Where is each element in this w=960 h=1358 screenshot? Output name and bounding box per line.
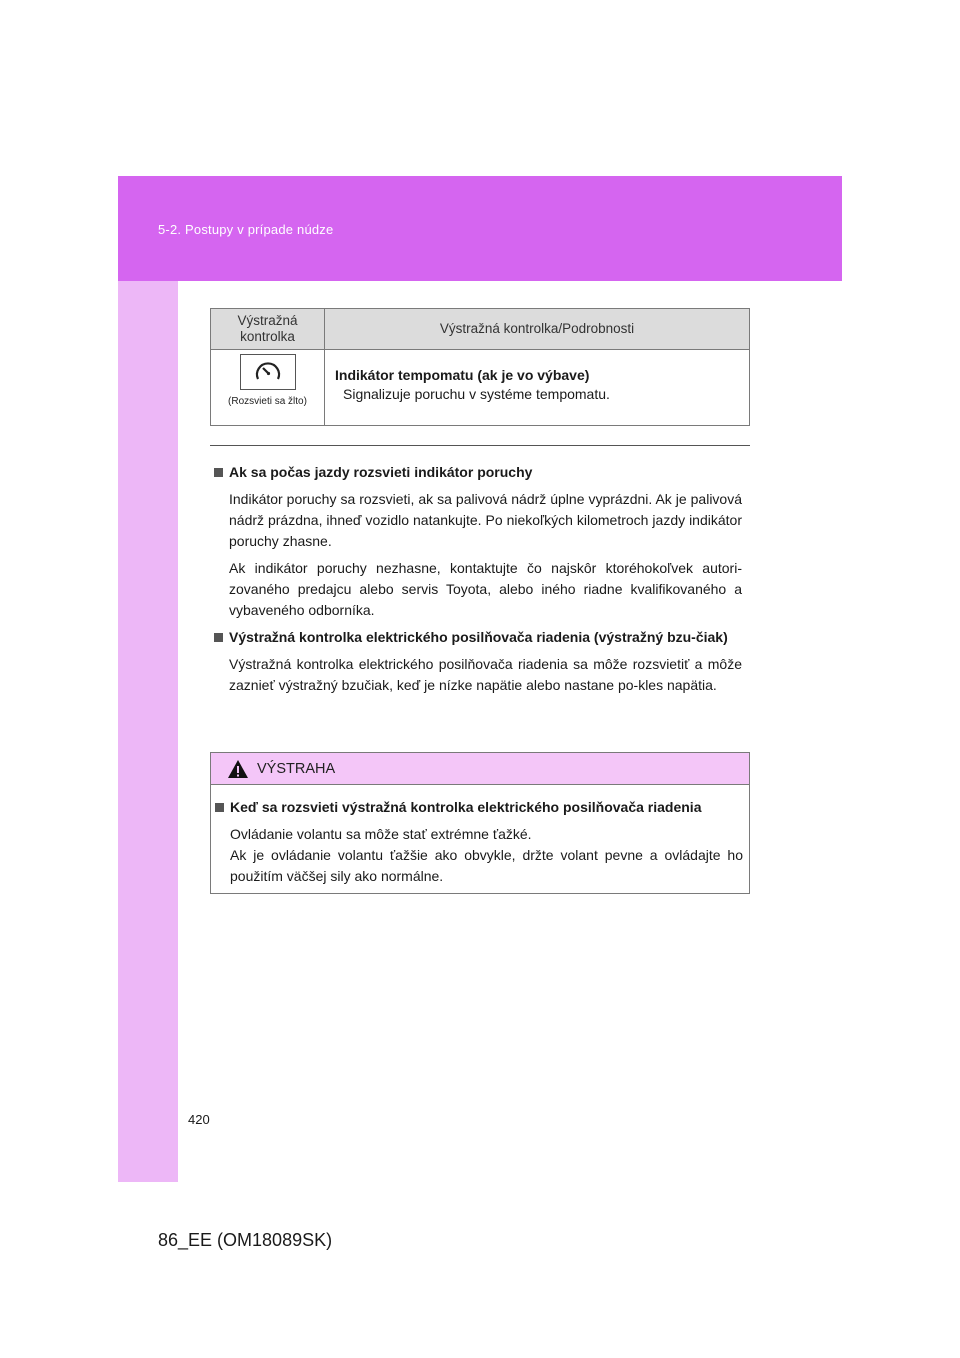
paragraph: Výstražná kontrolka elektrického posilňovača riadenia sa môže rozsvietiť a môže zaznieť výstražný bzučiak, keď je nízke napätie alebo nastane po-kles napätia.: [229, 656, 742, 693]
detail-text: Signalizuje poruchu v systéme tempomatu.: [343, 386, 610, 402]
section-title: 5-2. Postupy v prípade núdze: [158, 222, 334, 237]
table-header-details: Výstražná kontrolka/Podrobnosti: [325, 309, 750, 350]
warning-heading: [215, 797, 743, 818]
warning-light-table: [210, 308, 750, 426]
warning-header: [211, 753, 749, 785]
warning-line: Ak je ovládanie volantu ťažšie ako obvykle, držte volant pevne a ovládajte ho použitím väčšej sily ako normálne.: [230, 847, 743, 884]
square-bullet-icon: [214, 468, 223, 477]
table-header-lamp: [211, 309, 325, 350]
square-bullet-icon: [215, 803, 224, 812]
warning-label: VÝSTRAHA: [257, 760, 336, 777]
detail-cell: [325, 350, 750, 426]
warning-triangle-icon: [227, 759, 249, 779]
paragraph: Ak indikátor poruchy nezhasne, kontaktujte čo najskôr ktoréhokoľvek autori-zovaného predajcu alebo servis Toyota, alebo iného riadne kvalifikovaného a vybaveného odborníka.: [229, 560, 742, 618]
warning-body: [211, 785, 749, 887]
warning-heading-text: Keď sa rozsvieti výstražná kontrolka elektrického posilňovača riadenia: [230, 799, 702, 815]
section-heading-text: Ak sa počas jazdy rozsvieti indikátor poruchy: [229, 464, 533, 480]
section-divider: [210, 445, 750, 446]
warning-line: Ovládanie volantu sa môže stať extrémne ťažké.: [230, 826, 532, 842]
page-number: 420: [188, 1112, 210, 1127]
warning-box: [210, 752, 750, 894]
side-strip: [118, 281, 178, 1182]
lamp-cell: [211, 350, 325, 426]
section-heading-text: Výstražná kontrolka elektrického posilňovača riadenia (výstražný bzu-čiak): [229, 629, 728, 645]
lamp-caption: (Rozsvieti sa žlto): [228, 396, 307, 407]
paragraph: Indikátor poruchy sa rozsvieti, ak sa palivová nádrž úplne vyprázdni. Ak je palivová nádrž prázdna, ihneď vozidlo natankujte. Po niekoľkých kilometroch jazdy indikátor poruchy zhasne.: [229, 491, 742, 549]
table-header-lamp-label: Výstražná kontrolka: [237, 313, 298, 344]
table-header-row: [211, 309, 750, 350]
section-heading: [214, 627, 742, 648]
cruise-control-indicator-icon: [240, 354, 296, 390]
section-heading: [214, 462, 742, 483]
footer-code: 86_EE (OM18089SK): [158, 1230, 333, 1250]
square-bullet-icon: [214, 633, 223, 642]
table-row: [211, 350, 750, 426]
detail-title: Indikátor tempomatu (ak je vo výbave): [335, 367, 590, 383]
main-content: [214, 462, 742, 702]
